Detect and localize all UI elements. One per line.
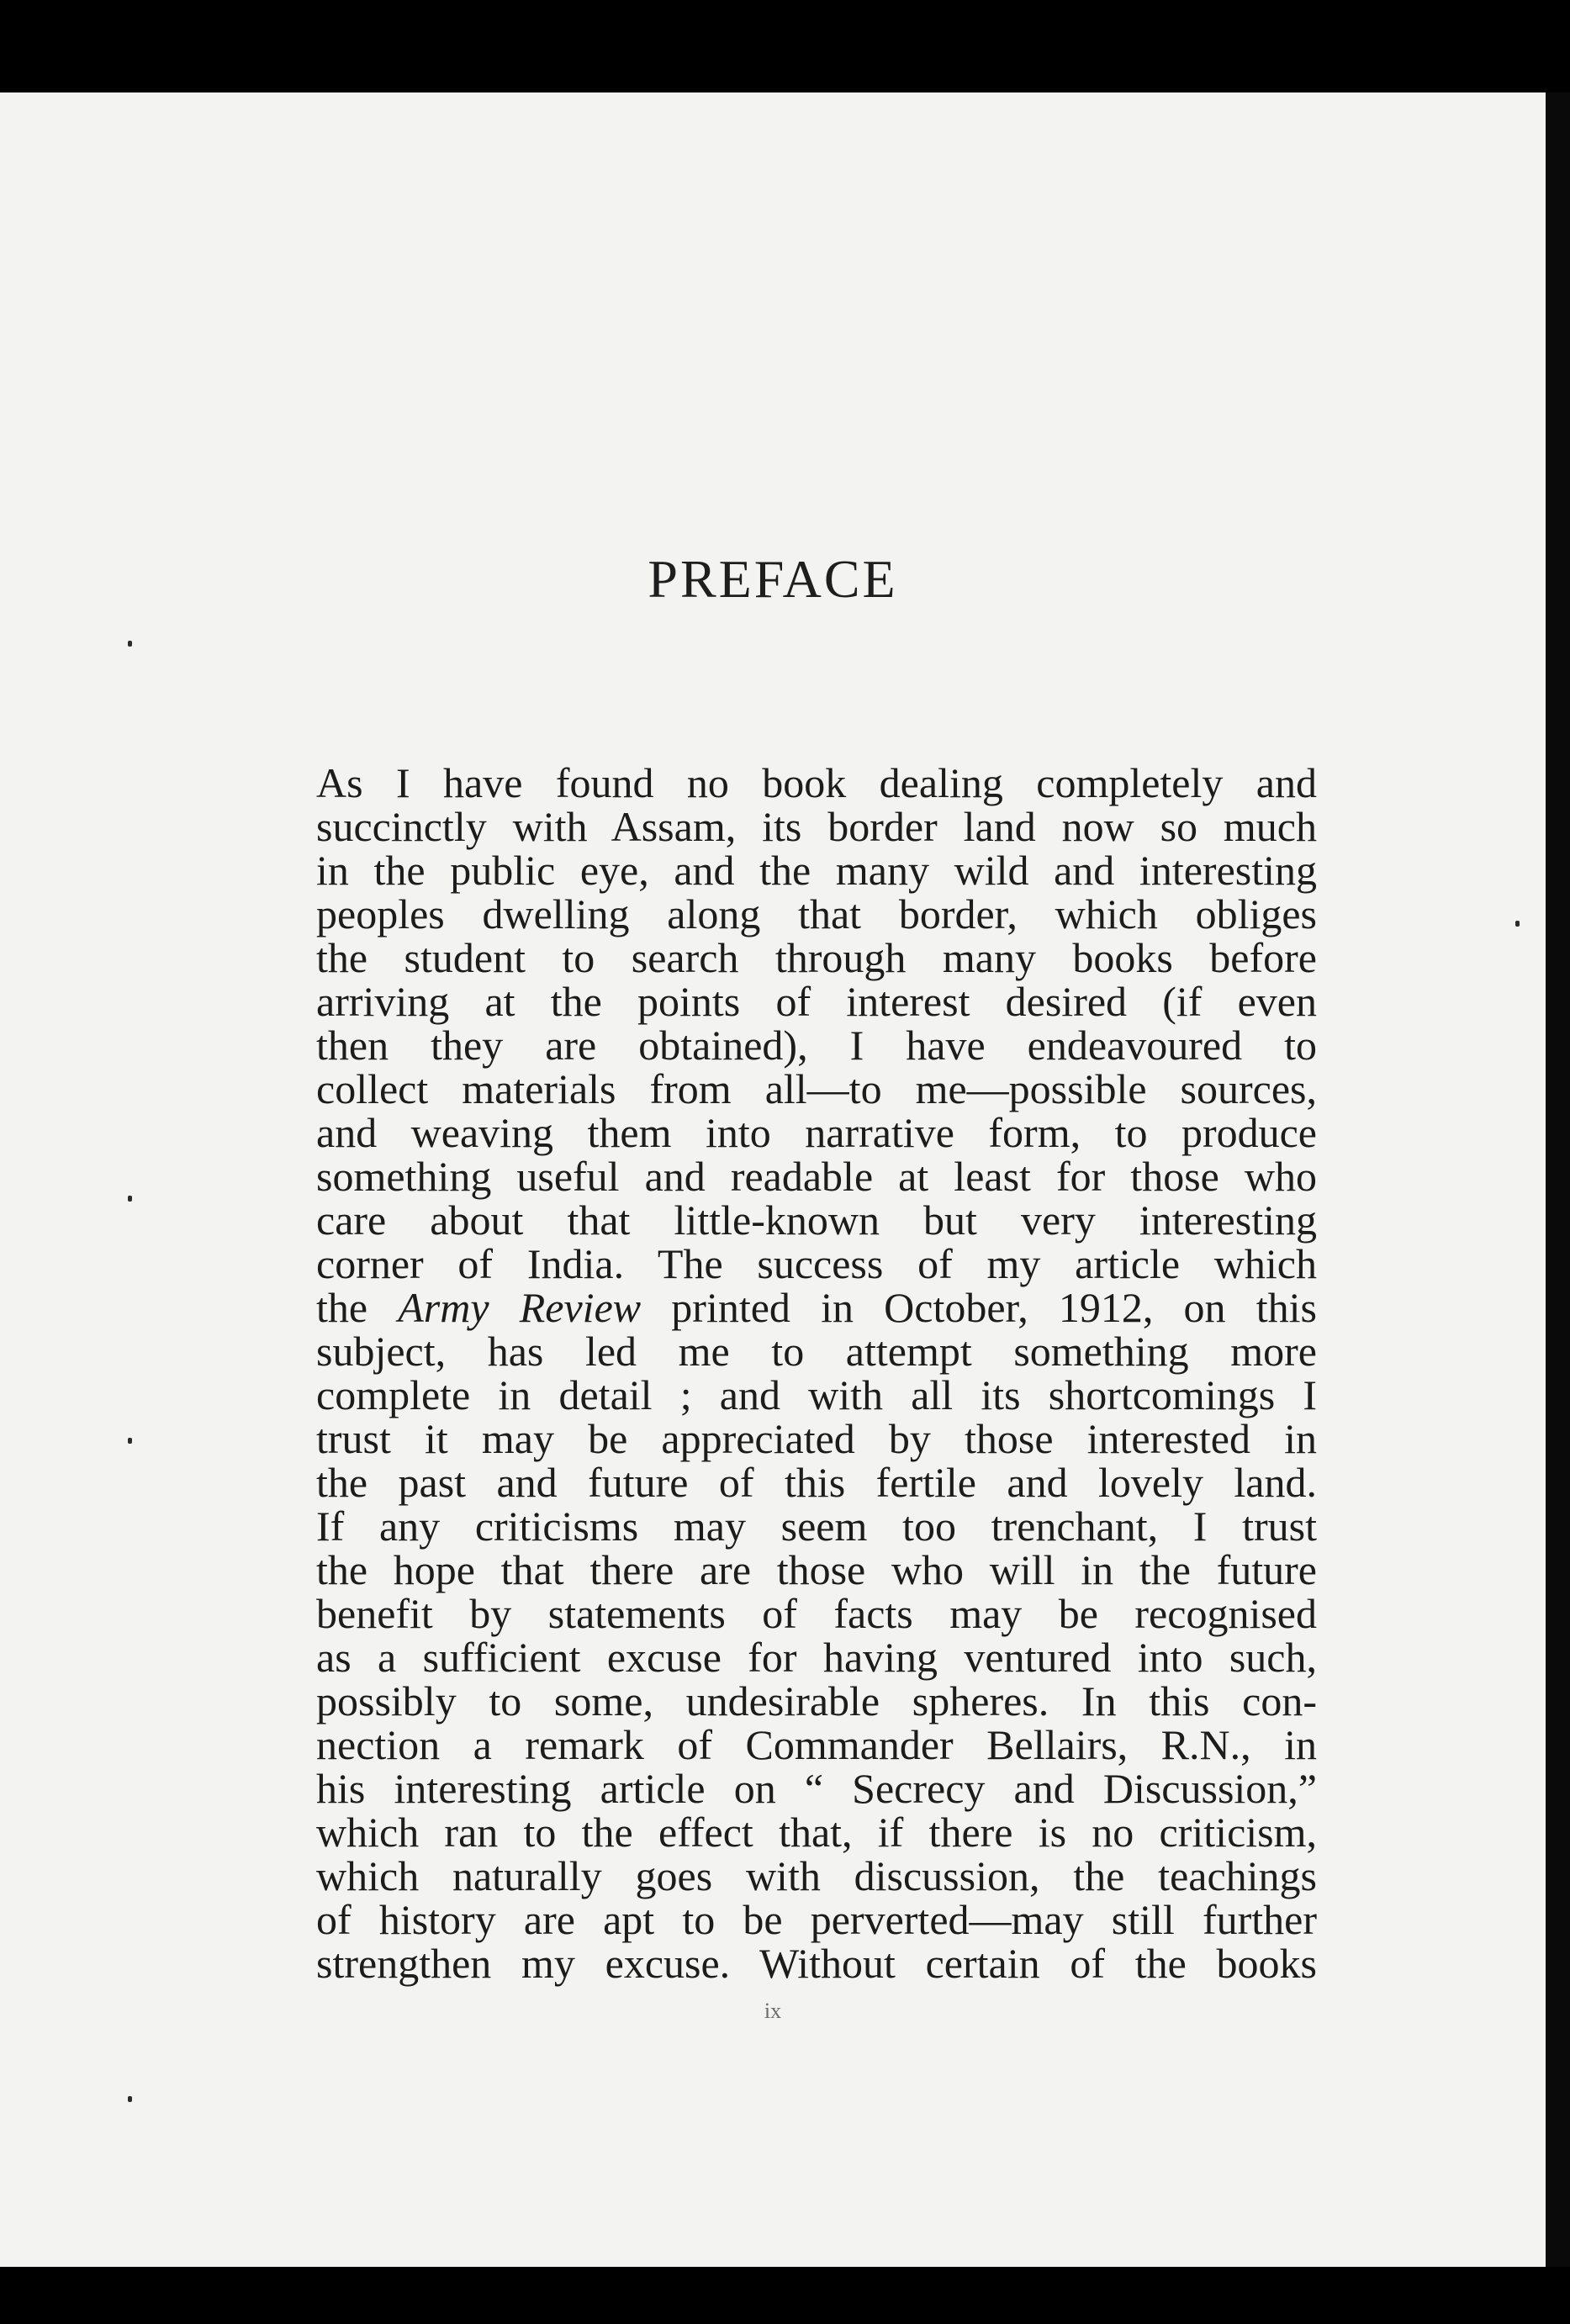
text-line: in the public eye, and the many wild and interesting: [316, 847, 1317, 894]
text-line: nection a remark of Commander Bellairs, R.N., in: [316, 1721, 1317, 1768]
text-line: corner of India. The success of my article which: [316, 1240, 1317, 1287]
text-line: complete in detail ; and with all its shortcomings I: [316, 1371, 1317, 1418]
text-line: care about that little-known but very interesting: [316, 1196, 1317, 1244]
text-line: succinctly with Assam, its border land now so much: [316, 803, 1317, 850]
text-line: something useful and readable at least for those who: [316, 1153, 1317, 1200]
margin-speck: [128, 641, 132, 647]
text-line: the past and future of this fertile and lovely land.: [316, 1459, 1317, 1506]
margin-speck: [128, 1196, 132, 1202]
text-segment: printed in October, 1912, on this: [641, 1284, 1317, 1331]
text-line: as a sufficient excuse for having ventured into such,: [316, 1634, 1317, 1681]
text-line: collect materials from all—to me—possible sources,: [316, 1065, 1317, 1112]
text-line: If any criticisms may seem too trenchant, I trust: [316, 1503, 1317, 1550]
text-line: the student to search through many books before: [316, 934, 1317, 981]
preface-paragraph: [316, 761, 1317, 1985]
margin-speck: [128, 1438, 132, 1444]
text-line: the hope that there are those who will in the future: [316, 1546, 1317, 1593]
text-line: and weaving them into narrative form, to produce: [316, 1109, 1317, 1156]
text-line-with-italic: [316, 1286, 1317, 1329]
chapter-title: PREFACE: [648, 549, 898, 609]
text-line: his interesting article on “ Secrecy and Discussion,”: [316, 1765, 1317, 1812]
text-line: which naturally goes with discussion, the teachings: [316, 1852, 1317, 1899]
text-line: possibly to some, undesirable spheres. In this con-: [316, 1677, 1317, 1725]
page-number: ix: [764, 1999, 782, 2023]
text-line: peoples dwelling along that border, which obliges: [316, 890, 1317, 938]
text-line: which ran to the effect that, if there is no criticism,: [316, 1809, 1317, 1856]
text-line: As I have found no book dealing completely and: [316, 759, 1317, 806]
margin-speck: [1515, 921, 1520, 927]
text-line: benefit by statements of facts may be recognised: [316, 1590, 1317, 1637]
text-line: arriving at the points of interest desired (if even: [316, 978, 1317, 1025]
text-segment: the: [316, 1284, 399, 1331]
page-edge-shadow: [1546, 92, 1570, 2267]
text-line: then they are obtained), I have endeavoured to: [316, 1022, 1317, 1069]
text-line: of history are apt to be perverted—may still further: [316, 1896, 1317, 1943]
text-line: subject, has led me to attempt something more: [316, 1328, 1317, 1375]
text-line: strengthen my excuse. Without certain of the books: [316, 1940, 1317, 1987]
italic-publication-title: Army Review: [398, 1284, 642, 1331]
text-line: trust it may be appreciated by those interested in: [316, 1415, 1317, 1462]
margin-speck: [128, 2096, 132, 2102]
